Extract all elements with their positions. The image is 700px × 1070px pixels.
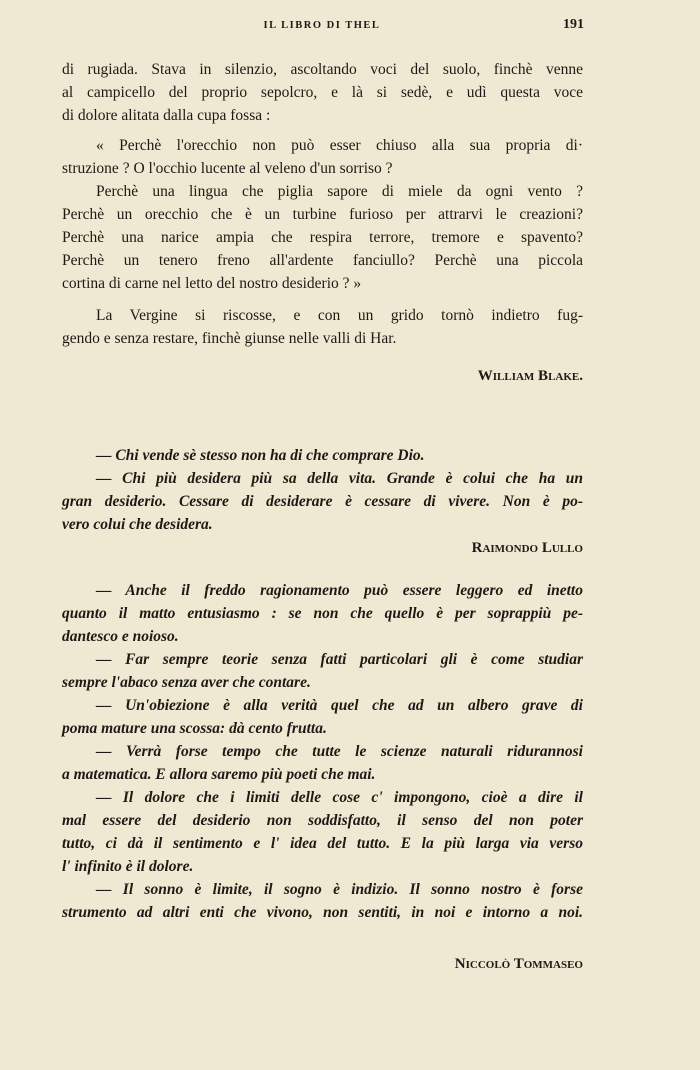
lullo-quotes: [62, 444, 583, 560]
page-header: [60, 17, 584, 40]
blake-excerpt: [62, 58, 583, 350]
text-line: gendo e senza restare, finchè giunse nelle valli di Har.: [62, 330, 397, 347]
text-line: Perchè un orecchio che è un turbine furioso per attrarvi le creazioni?: [62, 206, 583, 223]
quote-line: tutto, ci dà il sentimento e l' idea del tutto. E la più larga via verso: [62, 835, 583, 852]
quote-line: vero colui che desidera.: [62, 516, 213, 533]
text-line: cortina di carne nel letto del nostro desiderio ? »: [62, 275, 362, 292]
quote-line: quanto il matto entusiasmo : se non che quello è per soprappiù pe-: [62, 605, 583, 622]
quote-line: — Il dolore che i limiti delle cose c' impongono, cioè a dire il: [96, 789, 583, 806]
quote-line: poma mature una scossa: dà cento frutta.: [62, 720, 327, 737]
running-title: IL LIBRO DI THEL: [263, 20, 381, 31]
tommaseo-quotes: [62, 579, 583, 924]
quote-line: mal essere del desiderio non soddisfatto, il senso del non poter: [62, 812, 583, 829]
text-line: « Perchè l'orecchio non può esser chiuso alla sua propria di·: [96, 137, 583, 154]
text-line: Perchè un tenero freno all'ardente fanciullo? Perchè una piccola: [62, 252, 583, 269]
quote-line: — Far sempre teorie senza fatti particolari gli è come studiar: [96, 651, 583, 668]
quote-line: strumento ad altri enti che vivono, non sentiti, in noi e intorno a noi.: [62, 904, 583, 921]
text-line: di dolore alitata dalla cupa fossa :: [62, 107, 271, 124]
author-william-blake: William Blake.: [477, 368, 583, 384]
author-raimondo-lullo: Raimondo Lullo: [471, 540, 583, 556]
text-line: di rugiada. Stava in silenzio, ascoltando voci del suolo, finchè venne: [62, 61, 583, 78]
quote-line: — Anche il freddo ragionamento può essere leggero ed inetto: [96, 582, 583, 599]
quote-line: — Un'obiezione è alla verità quel che ad un albero grave di: [96, 697, 583, 714]
quote-line: a matematica. E allora saremo più poeti che mai.: [62, 766, 376, 783]
page-number: 191: [563, 17, 584, 32]
author-niccolo-tommaseo: Niccolò Tommaseo: [454, 956, 583, 972]
text-line: La Vergine si riscosse, e con un grido tornò indietro fug-: [96, 307, 583, 324]
quote-line: — Chi più desidera più sa della vita. Grande è colui che ha un: [96, 470, 583, 487]
quote-line: — Chi vende sè stesso non ha di che comprare Dio.: [96, 447, 425, 464]
quote-line: sempre l'abaco senza aver che contare.: [62, 674, 311, 691]
text-line: Perchè una narice ampia che respira terrore, tremore e spavento?: [62, 229, 583, 246]
text-line: Perchè una lingua che piglia sapore di miele da ogni vento ?: [96, 183, 583, 200]
text-line: al campicello del proprio sepolcro, e là si sedè, e udì questa voce: [62, 84, 583, 101]
quote-line: dantesco e noioso.: [62, 628, 179, 645]
text-line: struzione ? O l'occhio lucente al veleno d'un sorriso ?: [62, 160, 393, 177]
quote-line: gran desiderio. Cessare di desiderare è cessare di vivere. Non è po-: [62, 493, 583, 510]
quote-line: l' infinito è il dolore.: [62, 858, 194, 875]
quote-line: — Il sonno è limite, il sogno è indizio. Il sonno nostro è forse: [96, 881, 583, 898]
quote-line: — Verrà forse tempo che tutte le scienze naturali ridurannosi: [96, 743, 583, 760]
